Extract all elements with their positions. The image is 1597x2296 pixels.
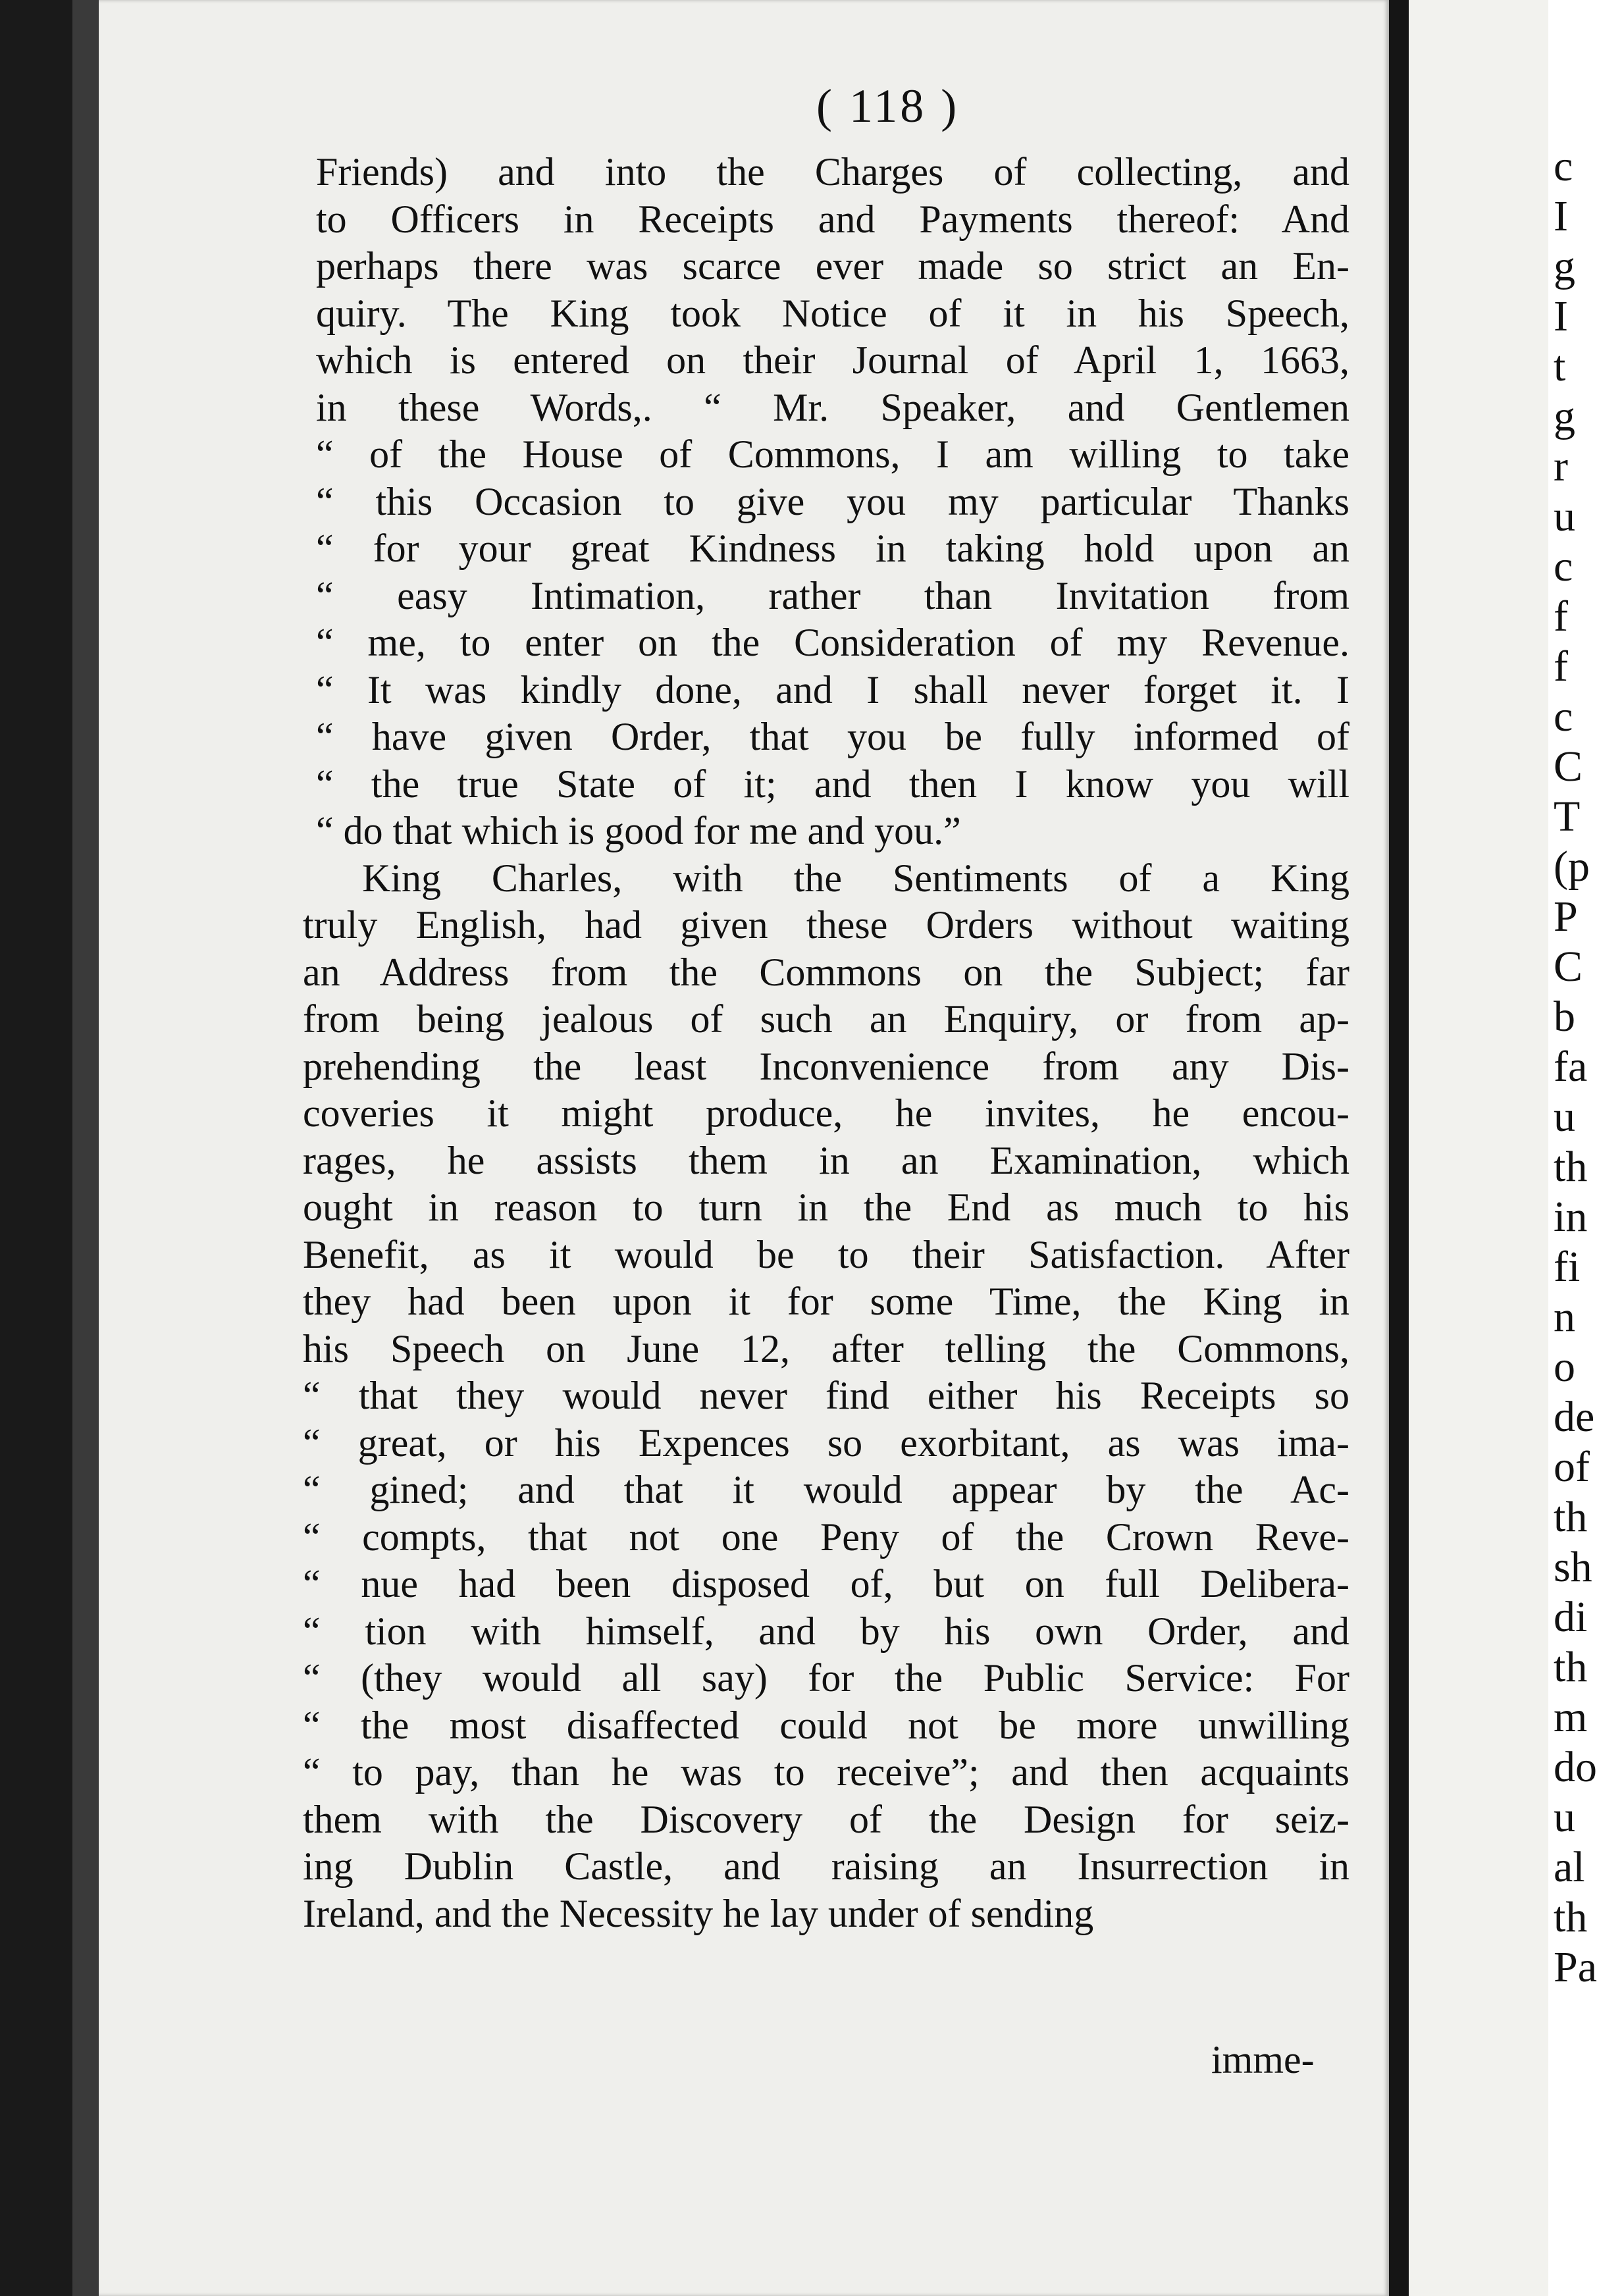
catchword: imme- [1211,2038,1315,2081]
facing-fragment: C [1554,943,1583,991]
text-line: prehending the least Inconvenience from any Dis- [303,1044,1349,1088]
facing-fragment: di [1554,1593,1588,1641]
facing-fragment: al [1554,1843,1585,1891]
text-line: “ this Occasion to give you my particular Thanks [316,479,1349,523]
text-line: to Officers in Receipts and Payments thereof: And [316,197,1349,241]
facing-fragment: b [1554,993,1575,1041]
facing-fragment: I [1554,192,1568,240]
text-line: “ the most disaffected could not be more unwilling [303,1703,1349,1747]
facing-fragment: f [1554,592,1568,640]
text-line: “ It was kindly done, and I shall never forget it. I [316,667,1349,712]
facing-fragment: of [1554,1443,1590,1491]
facing-fragment: I [1554,292,1568,340]
text-line: an Address from the Commons on the Subject; far [303,950,1349,994]
text-line: “ for your great Kindness in taking hold upon an [316,527,1349,570]
text-line: his Speech on June 12, after telling the Commons, [303,1326,1349,1370]
page-number: ( 118 ) [816,80,960,132]
facing-fragment: th [1554,1643,1588,1691]
facing-fragment: T [1554,793,1581,841]
facing-fragment: fi [1554,1243,1581,1291]
text-line: ing Dublin Castle, and raising an Insurrection in [303,1844,1349,1888]
facing-fragment: u [1554,492,1575,540]
facing-fragment: u [1554,1093,1575,1141]
text-line: “ compts, that not one Peny of the Crown Reve- [303,1515,1349,1559]
facing-fragment: sh [1554,1543,1592,1591]
text-line: “ that they would never find either his Receipts so [303,1374,1349,1417]
binding-shadow [72,0,99,2296]
text-line: “ tion with himself, and by his own Order, and [303,1609,1349,1653]
text-line: “ the true State of it; and then I know you will [316,762,1349,806]
facing-fragment: (p [1554,843,1590,891]
text-line: Ireland, and the Necessity he lay under of sending [303,1891,1094,1935]
facing-fragment: de [1554,1393,1595,1441]
facing-fragment: m [1554,1693,1588,1741]
facing-fragment: f [1554,642,1568,691]
facing-fragment: g [1554,242,1575,290]
text-line: King Charles, with the Sentiments of a King [362,856,1349,900]
facing-fragment: fa [1554,1043,1588,1091]
book-page [99,0,1389,2296]
text-line: “ (they would all say) for the Public Service: For [303,1656,1349,1700]
facing-fragment: c [1554,692,1573,741]
text-line: ought in reason to turn in the End as much to his [303,1186,1349,1229]
facing-fragment: o [1554,1343,1575,1391]
text-line: truly English, had given these Orders without waiting [303,903,1349,947]
facing-fragment: do [1554,1743,1597,1791]
facing-fragment: C [1554,743,1583,791]
facing-fragment: n [1554,1293,1575,1341]
text-line: them with the Discovery of the Design for seiz- [303,1797,1349,1841]
facing-fragment: in [1554,1193,1588,1241]
text-line: “ do that which is good for me and you.” [316,809,961,852]
facing-fragment: r [1554,442,1568,490]
text-line: in these Words,. “ Mr. Speaker, and Gentlemen [316,385,1349,429]
facing-fragment: Pa [1554,1943,1597,1991]
facing-fragment: t [1554,342,1566,390]
text-line: they had been upon it for some Time, the King in [303,1280,1349,1323]
facing-fragment: P [1554,893,1578,941]
facing-fragment: c [1554,142,1573,190]
facing-fragment: th [1554,1893,1588,1941]
text-line: rages, he assists them in an Examination, which [303,1138,1349,1182]
text-line: “ gined; and that it would appear by the Ac- [303,1468,1349,1511]
text-line: Benefit, as it would be to their Satisfaction. After [303,1232,1349,1276]
facing-fragment: c [1554,542,1573,590]
text-line: “ to pay, than he was to receive”; and then acquaints [303,1750,1349,1794]
page-divider [1389,0,1409,2296]
text-line: “ of the House of Commons, I am willing to take [316,432,1349,476]
text-line: “ have given Order, that you be fully informed of [316,715,1349,758]
text-line: “ easy Intimation, rather than Invitation from [316,573,1349,617]
facing-fragment: th [1554,1143,1588,1191]
text-line: perhaps there was scarce ever made so strict an En- [316,244,1349,288]
facing-fragment: g [1554,392,1575,440]
facing-page-edge [1409,0,1597,2296]
text-line: coveries it might produce, he invites, he encou- [303,1091,1349,1135]
facing-fragment: th [1554,1493,1588,1541]
text-line: quiry. The King took Notice of it in his Speech, [316,291,1349,335]
text-line: Friends) and into the Charges of collecting, and [316,150,1349,194]
text-line: “ great, or his Expences so exorbitant, as was ima- [303,1421,1349,1465]
text-line: “ me, to enter on the Consideration of my Revenue. [316,621,1349,664]
text-line: which is entered on their Journal of April 1, 1663, [316,338,1349,382]
facing-fragment: u [1554,1793,1575,1841]
text-line: “ nue had been disposed of, but on full Delibera- [303,1562,1349,1605]
text-line: from being jealous of such an Enquiry, or from ap- [303,997,1349,1041]
